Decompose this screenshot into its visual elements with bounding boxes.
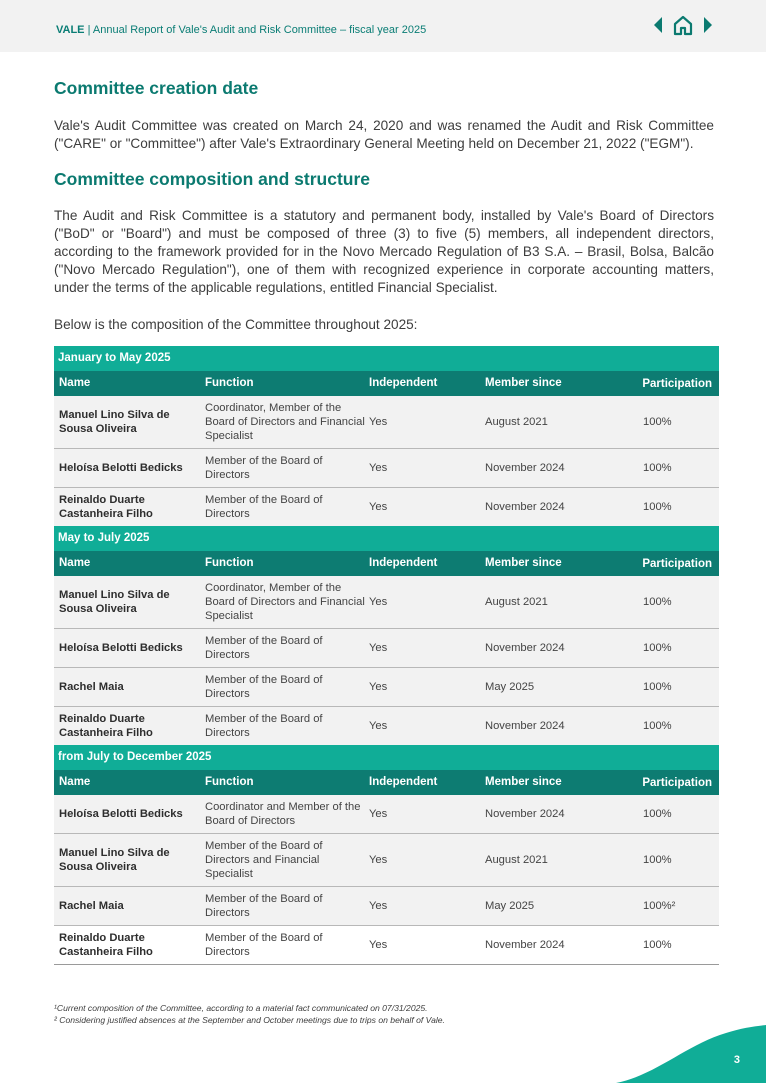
footnote-1: ¹Current composition of the Committee, according to a material fact communicated on 07/31/2025. xyxy=(54,1003,428,1013)
table-row xyxy=(54,629,719,668)
column-function: Function xyxy=(205,377,254,389)
member-function: Member of the Board of Directors and Financial Specialist xyxy=(205,840,323,880)
corner-wave-decoration xyxy=(616,1025,766,1083)
table-row xyxy=(54,668,719,707)
member-since: August 2021 xyxy=(485,596,548,608)
next-page-icon[interactable] xyxy=(702,16,714,34)
composition-heading: Committee composition and structure xyxy=(54,169,371,189)
member-participation: 100% xyxy=(643,939,672,951)
column-independent: Independent xyxy=(369,377,438,389)
member-function: Member of the Board of Directors xyxy=(205,455,323,481)
member-function: Coordinator and Member of the Board of Directors xyxy=(205,801,361,827)
member-function: Member of the Board of Directors xyxy=(205,932,323,958)
header-title xyxy=(56,24,426,36)
column-header-row xyxy=(54,371,719,396)
member-name: Manuel Lino Silva de Sousa Oliveira xyxy=(59,589,170,615)
previous-page-icon[interactable] xyxy=(652,16,664,34)
column-function: Function xyxy=(205,557,254,569)
header-bar xyxy=(0,0,766,52)
table-row xyxy=(54,488,719,526)
member-since: November 2024 xyxy=(485,720,565,732)
column-participation: Participation xyxy=(642,377,712,390)
column-independent: Independent xyxy=(369,776,438,788)
column-header-row xyxy=(54,770,719,795)
member-name: Heloísa Belotti Bedicks xyxy=(59,642,183,654)
brand-name: VALE xyxy=(56,24,85,36)
column-name: Name xyxy=(59,377,91,389)
table-row xyxy=(54,576,719,629)
member-name: Manuel Lino Silva de Sousa Oliveira xyxy=(59,409,170,435)
member-participation: 100% xyxy=(643,642,672,654)
table-row xyxy=(54,449,719,488)
member-participation: 100% xyxy=(643,596,672,608)
member-since: May 2025 xyxy=(485,681,535,693)
member-independent: Yes xyxy=(369,642,388,654)
period-header: January to May 2025 xyxy=(54,346,719,371)
report-title: Annual Report of Vale's Audit and Risk Committee – fiscal year 2025 xyxy=(92,24,427,36)
member-since: August 2021 xyxy=(485,416,548,428)
column-header-row xyxy=(54,551,719,576)
column-participation: Participation xyxy=(642,776,712,789)
column-member-since: Member since xyxy=(485,557,562,569)
member-independent: Yes xyxy=(369,681,388,693)
period-header: May to July 2025 xyxy=(54,526,719,551)
footnotes xyxy=(54,1002,445,1026)
member-name: Reinaldo Duarte Castanheira Filho xyxy=(59,713,153,739)
member-participation: 100% xyxy=(643,501,672,513)
member-function: Member of the Board of Directors xyxy=(205,674,323,700)
table-row xyxy=(54,396,719,449)
member-function: Coordinator, Member of the Board of Directors and Financial Specialist xyxy=(205,582,365,622)
member-name: Rachel Maia xyxy=(59,900,124,912)
member-name: Heloísa Belotti Bedicks xyxy=(59,808,183,820)
member-function: Member of the Board of Directors xyxy=(205,635,323,661)
column-member-since: Member since xyxy=(485,377,562,389)
member-independent: Yes xyxy=(369,854,388,866)
home-icon[interactable] xyxy=(672,14,694,36)
member-independent: Yes xyxy=(369,808,388,820)
footnote-2: ² Considering justified absences at the September and October meetings due to trips on behalf of Vale. xyxy=(54,1015,445,1025)
member-since: November 2024 xyxy=(485,462,565,474)
page-number: 3 xyxy=(733,1054,740,1066)
table-row xyxy=(54,926,719,965)
header-separator: | xyxy=(87,24,91,36)
member-function: Coordinator, Member of the Board of Directors and Financial Specialist xyxy=(205,402,365,442)
page-navigation xyxy=(652,14,714,36)
member-independent: Yes xyxy=(369,900,388,912)
composition-intro: Below is the composition of the Committee throughout 2025: xyxy=(54,317,418,332)
creation-date-text: Vale's Audit Committee was created on March 24, 2020 and was renamed the Audit and Risk Committee ("CARE" or "Committee") after Vale's Extraordinary General Meeting held on December 21, 2022 ("EGM"). xyxy=(54,118,714,151)
member-since: November 2024 xyxy=(485,808,565,820)
member-participation: 100% xyxy=(643,416,672,428)
member-participation: 100% xyxy=(643,808,672,820)
member-name: Rachel Maia xyxy=(59,681,124,693)
column-member-since: Member since xyxy=(485,776,562,788)
member-name: Heloísa Belotti Bedicks xyxy=(59,462,183,474)
member-participation: 100% xyxy=(643,681,672,693)
member-independent: Yes xyxy=(369,416,388,428)
member-independent: Yes xyxy=(369,596,388,608)
member-independent: Yes xyxy=(369,462,388,474)
column-participation: Participation xyxy=(642,557,712,570)
member-function: Member of the Board of Directors xyxy=(205,893,323,919)
member-function: Member of the Board of Directors xyxy=(205,494,323,520)
member-name: Manuel Lino Silva de Sousa Oliveira xyxy=(59,847,170,873)
member-name: Reinaldo Duarte Castanheira Filho xyxy=(59,932,153,958)
member-independent: Yes xyxy=(369,939,388,951)
member-independent: Yes xyxy=(369,501,388,513)
column-name: Name xyxy=(59,557,91,569)
member-participation: 100% xyxy=(643,720,672,732)
creation-date-heading: Committee creation date xyxy=(54,78,259,98)
member-name: Reinaldo Duarte Castanheira Filho xyxy=(59,494,153,520)
period-header: from July to December 2025 xyxy=(54,745,719,770)
column-function: Function xyxy=(205,776,254,788)
table-row xyxy=(54,795,719,834)
column-independent: Independent xyxy=(369,557,438,569)
column-name: Name xyxy=(59,776,91,788)
table-row xyxy=(54,834,719,887)
member-participation: 100% xyxy=(643,854,672,866)
table-row xyxy=(54,707,719,745)
table-row xyxy=(54,887,719,926)
member-since: August 2021 xyxy=(485,854,548,866)
member-function: Member of the Board of Directors xyxy=(205,713,323,739)
member-participation: 100%² xyxy=(643,900,676,912)
member-participation: 100% xyxy=(643,462,672,474)
member-since: November 2024 xyxy=(485,642,565,654)
member-independent: Yes xyxy=(369,720,388,732)
member-since: May 2025 xyxy=(485,900,535,912)
committee-composition-table xyxy=(54,346,719,965)
composition-text: The Audit and Risk Committee is a statutory and permanent body, installed by Vale's Board of Directors ("BoD" or "Board") and must be composed of three (3) to five (5) members, all independent directors, according to the framework provided for in the Novo Mercado Regulation of B3 S.A. – Brasil, Bolsa, Balcão ("Novo Mercado Regulation"), one of them with recognized experience in corporate accounting matters, under the terms of the applicable regulations, entitled Financial Specialist. xyxy=(54,208,714,295)
member-since: November 2024 xyxy=(485,501,565,513)
member-since: November 2024 xyxy=(485,939,565,951)
